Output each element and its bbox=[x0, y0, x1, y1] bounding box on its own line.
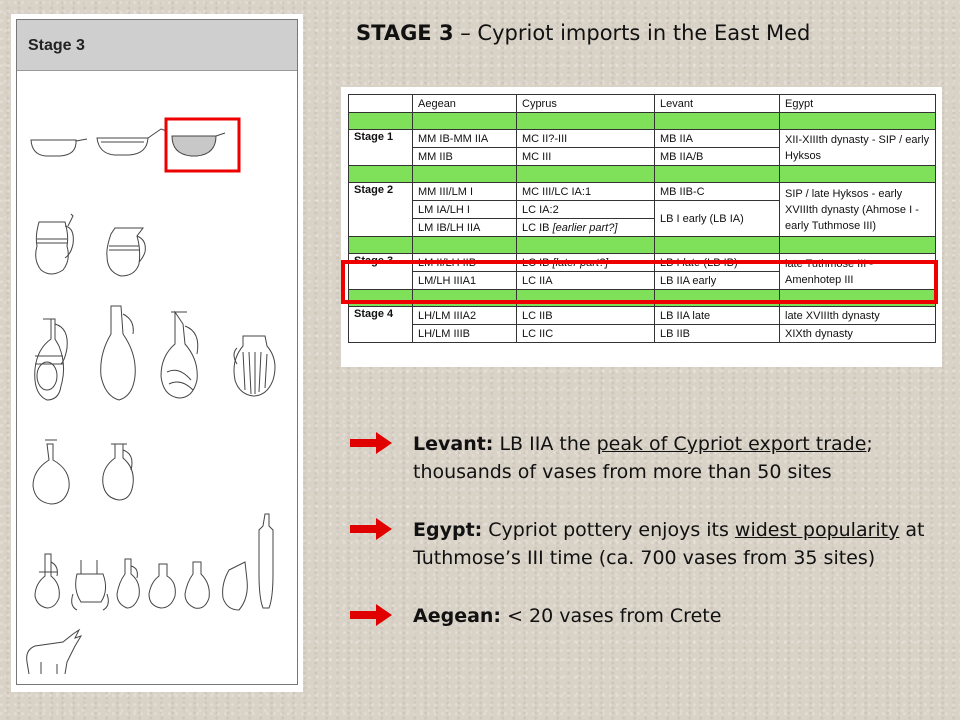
cell-text: LC IB bbox=[522, 256, 553, 269]
bull-figurine-drawing bbox=[27, 630, 81, 674]
table-cell: LB IIB bbox=[655, 325, 780, 343]
cell-italic: late bbox=[682, 256, 701, 269]
table-cell: MM III/LM I bbox=[413, 183, 517, 201]
separator-row bbox=[349, 166, 936, 183]
cell-text: LB I bbox=[660, 256, 683, 269]
table-cell: LC IIA bbox=[517, 272, 655, 290]
vessel-figure-panel bbox=[11, 14, 303, 692]
table-cell: LB IIA early bbox=[655, 272, 780, 290]
table-cell: LM IA/LH I bbox=[413, 201, 517, 219]
table-cell: SIP / late Hyksos - early XVIIIth dynasty (Ahmose I - early Tuthmose III) bbox=[780, 183, 936, 237]
bullet-label: Levant: bbox=[413, 433, 494, 455]
table-cell: late Tuthmose III - Amenhotep III bbox=[780, 254, 936, 290]
table-row bbox=[349, 307, 936, 325]
table-cell: MC III/LC IA:1 bbox=[517, 183, 655, 201]
chronology-table bbox=[348, 94, 936, 343]
table-cell: LB IIA late bbox=[655, 307, 780, 325]
table-cell: LM/LH IIIA1 bbox=[413, 272, 517, 290]
table-cell: LC IA:2 bbox=[517, 201, 655, 219]
bullet-pre: Cypriot pottery enjoys its bbox=[482, 519, 735, 541]
separator-row bbox=[349, 113, 936, 130]
header-cell: Levant bbox=[655, 95, 780, 113]
bullet-post: ; thousands of vases from more than 50 sites bbox=[413, 433, 873, 483]
small-jug-drawing-1 bbox=[35, 554, 59, 608]
table-cell: LC IIC bbox=[517, 325, 655, 343]
chronology-table-panel bbox=[341, 87, 942, 367]
table-cell: late XVIIIth dynasty bbox=[780, 307, 936, 325]
stage-label: Stage 4 bbox=[349, 307, 413, 343]
bullet-text bbox=[413, 602, 943, 630]
bullet-label: Aegean: bbox=[413, 605, 502, 627]
cell-text: LC IB bbox=[522, 221, 553, 234]
table-cell: MB IIB-C bbox=[655, 183, 780, 201]
bullet-post: at Tuthmose’s III time (ca. 700 vases from 35 sites) bbox=[413, 519, 925, 569]
bullet-pre: < 20 vases from Crete bbox=[501, 605, 722, 627]
stage-label: Stage 3 bbox=[349, 254, 413, 290]
small-jug-drawing-2 bbox=[72, 560, 109, 610]
slide-title bbox=[356, 21, 810, 45]
slide-title-stage: STAGE 3 bbox=[356, 21, 454, 45]
tall-jug-drawing-3 bbox=[161, 312, 198, 398]
tall-bottle-drawing bbox=[259, 514, 273, 608]
header-cell bbox=[349, 95, 413, 113]
header-cell: Cyprus bbox=[517, 95, 655, 113]
red-arrow-icon bbox=[350, 604, 392, 626]
table-row bbox=[349, 325, 936, 343]
table-cell: XII-XIIIth dynasty - SIP / early Hyksos bbox=[780, 130, 936, 166]
table-cell: MM IB-MM IIA bbox=[413, 130, 517, 148]
round-jug-drawing-2 bbox=[103, 444, 134, 500]
round-jug-drawing-1 bbox=[33, 440, 69, 504]
table-cell: LC IIB bbox=[517, 307, 655, 325]
stage-label: Stage 1 bbox=[349, 130, 413, 166]
table-row bbox=[349, 183, 936, 201]
table-cell: LB I early (LB IA) bbox=[655, 201, 780, 237]
header-cell: Aegean bbox=[413, 95, 517, 113]
cell-italic: [earlier part?] bbox=[552, 221, 618, 234]
bullet-label: Egypt: bbox=[413, 519, 483, 541]
bullet-text bbox=[413, 430, 943, 486]
table-cell: MB IIA/B bbox=[655, 148, 780, 166]
small-jug-drawing-5 bbox=[185, 562, 209, 608]
stage-label: Stage 2 bbox=[349, 183, 413, 237]
table-cell: LM II/LH IIB bbox=[413, 254, 517, 272]
table-cell: LH/LM IIIB bbox=[413, 325, 517, 343]
ribbed-jug-drawing bbox=[234, 336, 275, 396]
table-cell: LM IB/LH IIA bbox=[413, 219, 517, 237]
table-row bbox=[349, 130, 936, 148]
jug-drawing-2 bbox=[107, 228, 145, 276]
table-cell: LH/LM IIIA2 bbox=[413, 307, 517, 325]
cell-text: (LB IB) bbox=[700, 256, 738, 269]
separator-row bbox=[349, 237, 936, 254]
tall-jug-drawing-1 bbox=[35, 319, 68, 400]
table-cell: MB IIA bbox=[655, 130, 780, 148]
jug-drawing-1 bbox=[36, 214, 74, 274]
bullet-pre: LB IIA the bbox=[493, 433, 597, 455]
header-cell: Egypt bbox=[780, 95, 936, 113]
table-cell: XIXth dynasty bbox=[780, 325, 936, 343]
table-cell: MC II?-III bbox=[517, 130, 655, 148]
tall-jug-drawing-2 bbox=[101, 306, 136, 400]
small-jug-drawing-3 bbox=[117, 559, 139, 608]
panel-title: Stage 3 bbox=[28, 37, 85, 54]
vessel-drawings bbox=[11, 14, 303, 692]
bullet-underline: widest popularity bbox=[734, 519, 900, 541]
small-jug-drawing-4 bbox=[149, 564, 175, 608]
slide-title-rest: – Cypriot imports in the East Med bbox=[453, 21, 811, 45]
bowl-drawing-3-highlighted bbox=[172, 133, 225, 156]
cell-italic: [later part?] bbox=[552, 256, 609, 269]
bowl-drawing-1 bbox=[31, 139, 87, 156]
table-header-row bbox=[349, 95, 936, 113]
table-cell bbox=[517, 219, 655, 237]
bowl-drawing-2 bbox=[97, 129, 167, 155]
red-arrow-icon bbox=[350, 432, 392, 454]
table-cell: MC III bbox=[517, 148, 655, 166]
small-jug-drawing-6 bbox=[223, 562, 248, 610]
red-arrow-icon bbox=[350, 518, 392, 540]
table-cell: MM IIB bbox=[413, 148, 517, 166]
bullet-text bbox=[413, 516, 943, 572]
bullet-underline: peak of Cypriot export trade bbox=[596, 433, 867, 455]
stage3-row-highlight bbox=[341, 260, 938, 304]
